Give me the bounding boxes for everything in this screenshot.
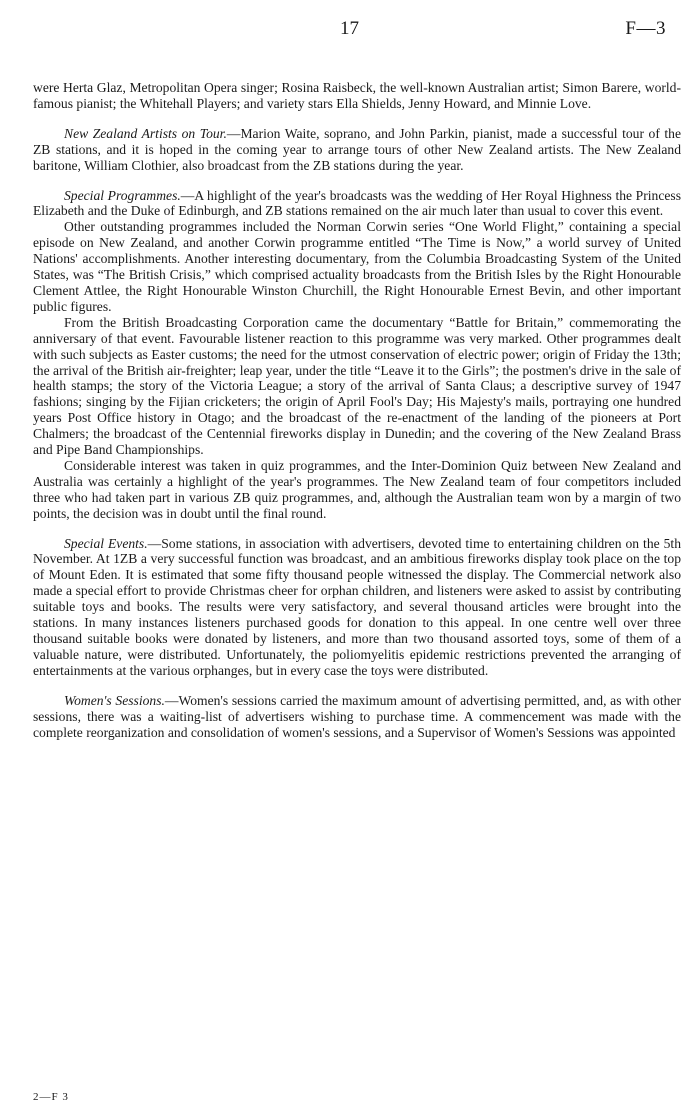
paragraph-womens-sessions: [33, 693, 681, 741]
paragraph-special-programmes: [33, 188, 681, 220]
paragraph-text: Other outstanding programmes included the Norman Corwin series “One World Flight,” containing a special episode on New Zealand, and another Corwin programme entitled “The Time is Now,” a world survey of United Nations' accomplishments. Another interesting documentary, from the Columbia Broadcasting System of the United States, was “The British Crisis,” which comprised actuality broadcasts from the British Isles by the Right Honourable Clement Attlee, the Right Honourable Winston Churchill, the Right Honourable Ernest Bevin, and other important public figures.: [33, 219, 681, 314]
paragraph-text: —Some stations, in association with advertisers, devoted time to entertaining children on the 5th November. At 1ZB a very successful function was broadcast, and an ambitious fireworks display took place on the top of Mount Eden. It is estimated that some fifty thousand people witnessed the display. The Commercial network also made a special effort to provide Christmas cheer for orphan children, and listeners were asked to assist by contributing suitable toys and books. The results were very satisfactory, and several thousand articles were brought into the stations. In many instances listeners purchased goods for donation to this appeal. In one centre well over three thousand suitable books were donated by listeners, and more than two thousand assorted toys, some of them of a valuable nature, were distributed. Unfortunately, the poliomyelitis epidemic restrictions prevented the arranging of entertainments at the various orphanges, but in every case the toys were distributed.: [33, 535, 681, 678]
paragraph-quiz-programmes: [33, 458, 681, 522]
paragraph-text: —A highlight of the year's broadcasts was the wedding of Her Royal Highness the Princess Elizabeth and the Duke of Edinburgh, and ZB stations remained on the air much later than usual to cover this event.: [33, 187, 681, 219]
section-heading: New Zealand Artists on Tour.: [64, 125, 227, 141]
paragraph-special-events: [33, 536, 681, 679]
page-number: 17: [340, 18, 359, 39]
paragraph-new-zealand-artists: [33, 126, 681, 174]
body-text: [33, 80, 681, 740]
section-heading: Special Programmes.: [64, 187, 181, 203]
paragraph-bbc-documentaries: [33, 315, 681, 458]
paragraph-text: were Herta Glaz, Metropolitan Opera singer; Rosina Raisbeck, the well-known Australian artist; Simon Barere, world-famous pianist; the Whitehall Players; and variety stars Ella Shields, Jenny Howard, and Minnie Love.: [33, 80, 681, 111]
page-footer: [33, 1091, 69, 1103]
paragraph-text: —Women's sessions carried the maximum amount of advertising permitted, and, as with other sessions, there was a waiting-list of advertisers wishing to purchase time. A commencement was made with the complete reorganization and consolidation of women's sessions, and a Supervisor of Women's Sessions was appointed: [33, 692, 681, 740]
page-header: [0, 14, 700, 44]
paragraph-text: —Marion Waite, soprano, and John Parkin, pianist, made a successful tour of the ZB stations, and it is hoped in the coming year to arrange tours of other New Zealand artists. The New Zealand baritone, William Clothier, also broadcast from the ZB stations during the year.: [33, 125, 681, 173]
printer-signature: 2—F 3: [33, 1091, 69, 1103]
paragraph-text: Considerable interest was taken in quiz programmes, and the Inter-Dominion Quiz between New Zealand and Australia was certainly a highlight of the year's programmes. The New Zealand team of four competitors included three who had taken part in various ZB quiz programmes, and, although the Australian team won by a margin of two points, the decision was in doubt until the final round.: [33, 457, 681, 521]
paragraph-text: From the British Broadcasting Corporation came the documentary “Battle for Britain,” commemorating the anniversary of that event. Favourable listener reaction to this programme was very marked. Other programmes dealt with such subjects as Easter customs; the need for the utmost conservation of electric power; origin of Friday the 13th; the arrival of the British air-freighter; leap year, under the title “Leave it to the Girls”; the postmen's drive in the sale of health stamps; the story of the Victoria League; a story of the arrival of Santa Claus; a descriptive survey of 1947 fashions; singing by the Fijian cricketers; the origin of April Fool's Day; His Majesty's mails, portraying one hundred years Post Office history in Otago; and the broadcast of the re-enactment of the landing of the pioneers at Port Chalmers; the broadcast of the Centennial fireworks display in Dunedin; and the covering of the New Zealand Brass and Pipe Band Championships.: [33, 314, 681, 458]
section-heading: Special Events.: [64, 535, 148, 551]
document-reference: F—3: [625, 18, 666, 39]
paragraph-corwin-programmes: [33, 219, 681, 314]
paragraph-continued: [33, 80, 681, 112]
section-heading: Women's Sessions.: [64, 692, 165, 708]
